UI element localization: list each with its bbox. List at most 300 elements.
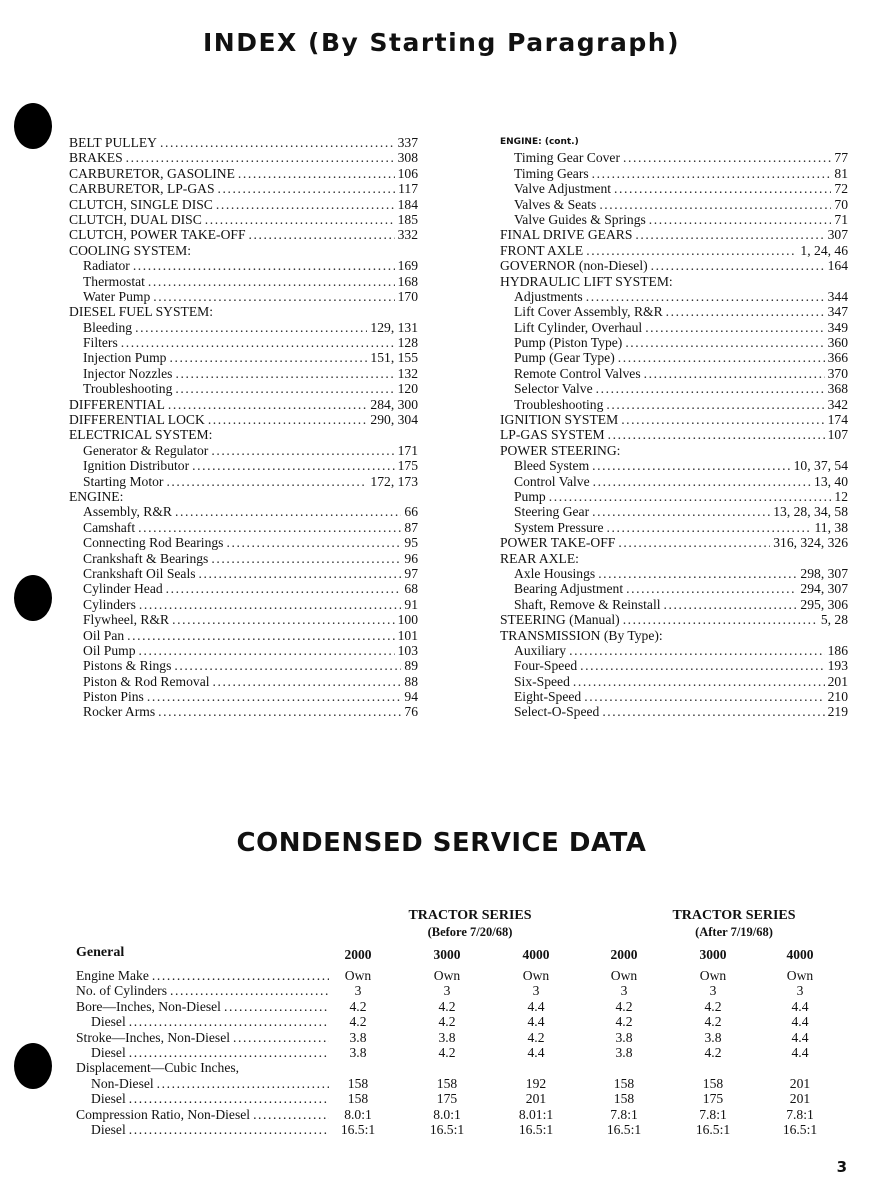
index-entry-label: Camshaft (83, 519, 136, 535)
index-entry-page: 5, 28 (820, 612, 848, 628)
index-entry-page: 184 (397, 196, 418, 212)
index-entry-label: Thermostat (83, 273, 145, 289)
service-data-value: Own (433, 968, 461, 983)
index-entry-page: 219 (827, 704, 848, 720)
index-entry-label: BELT PULLEY (69, 135, 157, 150)
service-data-label-cell (76, 1060, 332, 1075)
index-entry-label: ELECTRICAL SYSTEM: (69, 427, 213, 443)
index-entry (69, 320, 418, 335)
series-before-title: TRACTOR SERIES (408, 908, 532, 923)
index-entry (69, 258, 418, 273)
index-entry (500, 381, 848, 396)
index-entry-label: Troubleshooting (83, 381, 173, 397)
index-entry-label: Axle Housings (514, 565, 596, 581)
index-entry (500, 212, 848, 227)
page-number: 3 (836, 1158, 847, 1176)
dot-leader (607, 520, 812, 535)
service-data-value: 158 (347, 1091, 369, 1107)
index-entry-label: Eight-Speed (514, 689, 582, 705)
index-entry-page: 174 (827, 412, 848, 428)
service-data-label-cell (76, 1107, 332, 1122)
index-entry (69, 551, 418, 566)
index-entry (500, 289, 848, 304)
dot-leader (584, 689, 824, 704)
index-entry (500, 227, 848, 242)
dot-leader (205, 212, 395, 227)
index-entry-page: 88 (404, 673, 418, 689)
service-data-value: 4.2 (615, 998, 633, 1014)
index-entry-label: Select-O-Speed (514, 704, 600, 720)
dot-leader (592, 166, 832, 181)
service-data-label: Non-Diesel (91, 1075, 154, 1091)
service-data-value: 3.8 (704, 1029, 722, 1045)
service-data-label: Diesel (91, 1014, 126, 1030)
index-entry-label: Injector Nozzles (83, 365, 173, 381)
index-entry (500, 504, 848, 519)
model-header: 4000 (522, 947, 550, 962)
index-entry-label: Adjustments (514, 288, 583, 304)
index-entry-label: Crankshaft Oil Seals (83, 565, 196, 581)
series-before-subtitle: (Before 7/20/68) (427, 925, 513, 939)
index-entry-label: Piston & Rod Removal (83, 673, 210, 689)
dot-leader (623, 150, 831, 165)
dot-leader (226, 535, 401, 550)
index-entry (69, 412, 418, 427)
index-entry (500, 489, 848, 504)
dot-leader (618, 350, 825, 365)
dot-leader (238, 166, 395, 181)
service-data-value: 16.5:1 (518, 1121, 554, 1137)
index-entry-page: 193 (827, 658, 848, 674)
dot-leader (175, 366, 394, 381)
index-entry (69, 443, 418, 458)
dot-leader (664, 597, 798, 612)
index-entry (500, 350, 848, 365)
service-data-value: 3.8 (349, 1029, 367, 1045)
service-data-value: 4.4 (791, 1014, 809, 1030)
index-entry-page: 94 (404, 689, 418, 705)
index-entry-page: 95 (404, 535, 418, 551)
index-entry (500, 243, 848, 258)
dot-leader (138, 520, 401, 535)
index-entry-page: 117 (398, 181, 418, 197)
service-data-value: 4.2 (438, 1014, 456, 1030)
index-entry (69, 227, 418, 242)
dot-leader (218, 181, 396, 196)
index-entry (500, 458, 848, 473)
index-entry (500, 443, 848, 458)
dot-leader (192, 458, 395, 473)
service-data-value: 192 (525, 1075, 547, 1091)
index-right-column (500, 135, 848, 720)
service-data-label-cell (76, 1045, 332, 1060)
index-entry-page: 128 (397, 335, 418, 351)
index-entry-label: Oil Pan (83, 627, 125, 643)
dot-leader (121, 335, 395, 350)
index-entry-label: Oil Pump (83, 642, 136, 658)
index-entry-page: 11, 38 (814, 519, 848, 535)
model-header: 3000 (433, 947, 461, 962)
index-entry-label: IGNITION SYSTEM (500, 412, 619, 428)
service-data-value: 8.0:1 (344, 1106, 372, 1122)
index-entry (69, 381, 418, 396)
dot-leader (626, 581, 797, 596)
service-data-value: 4.4 (527, 1044, 545, 1060)
index-entry-page: 185 (397, 211, 418, 227)
dot-leader (211, 443, 394, 458)
index-entry (69, 458, 418, 473)
dot-leader (606, 397, 824, 412)
index-entry-page: 284, 300 (370, 396, 418, 412)
dot-leader (592, 458, 790, 473)
dot-leader (139, 597, 402, 612)
index-entry-label: Six-Speed (514, 673, 570, 689)
dot-leader (129, 1014, 329, 1029)
index-entry (500, 551, 848, 566)
index-entry (69, 335, 418, 350)
service-data-value: 4.2 (438, 1044, 456, 1060)
index-entry-page: 201 (827, 673, 848, 689)
index-entry (500, 197, 848, 212)
dot-leader (153, 289, 394, 304)
index-entry (500, 304, 848, 319)
index-entry (500, 689, 848, 704)
service-data-value: 201 (525, 1091, 547, 1107)
service-data-label-cell (76, 1030, 332, 1045)
index-entry (69, 504, 418, 519)
index-entry (69, 566, 418, 581)
index-entry-page: 68 (404, 581, 418, 597)
dot-leader (129, 1122, 329, 1137)
service-data-value: 16.5:1 (695, 1121, 731, 1137)
service-data-value: 3.8 (438, 1029, 456, 1045)
index-entry (500, 181, 848, 196)
index-entry (69, 197, 418, 212)
index-entry (69, 628, 418, 643)
service-data-value: 4.2 (349, 998, 367, 1014)
dot-leader (586, 289, 825, 304)
dot-leader (158, 704, 401, 719)
service-data-value: 158 (436, 1075, 458, 1091)
index-entry-label: Starting Motor (83, 473, 164, 489)
index-entry-label: DIFFERENTIAL (69, 396, 165, 412)
service-data-label: Compression Ratio, Non-Diesel (76, 1106, 251, 1122)
index-entry-label: Pump (514, 488, 546, 504)
dot-leader (596, 381, 825, 396)
service-data-label: Diesel (91, 1121, 126, 1137)
index-entry-page: 349 (827, 319, 848, 335)
index-entry-page: 164 (827, 258, 848, 274)
service-data-value: 3 (532, 983, 540, 999)
index-entry-page: 1, 24, 46 (800, 242, 848, 258)
index-entry (69, 520, 418, 535)
dot-leader (166, 474, 367, 489)
service-data-value: 7.8:1 (786, 1106, 814, 1122)
index-entry (500, 412, 848, 427)
dot-leader (169, 350, 367, 365)
service-data-label-cell (76, 1076, 332, 1091)
dot-leader (168, 397, 368, 412)
index-entry-page: 210 (827, 689, 848, 705)
index-entry-label: COOLING SYSTEM: (69, 242, 191, 258)
service-data-label-cell (76, 1122, 332, 1137)
service-data-value: 175 (436, 1091, 458, 1107)
index-entry (500, 520, 848, 535)
index-entry-page: 172, 173 (370, 473, 418, 489)
index-entry-page: 169 (397, 258, 418, 274)
service-data-value: 4.4 (791, 1029, 809, 1045)
index-entry-label: Valves & Seats (514, 196, 597, 212)
index-entry-page: 13, 40 (814, 473, 848, 489)
index-entry-page: 89 (404, 658, 418, 674)
service-data-value: 175 (702, 1091, 724, 1107)
dot-leader (635, 227, 824, 242)
index-entry-page: 66 (404, 504, 418, 520)
dot-leader (126, 150, 395, 165)
index-entry (500, 150, 848, 165)
index-entry-label: Steering Gear (514, 504, 590, 520)
index-entry (500, 320, 848, 335)
index-entry-page: 129, 131 (370, 319, 418, 335)
series-after-subtitle: (After 7/19/68) (695, 925, 773, 939)
service-data-value: 4.4 (791, 998, 809, 1014)
index-entry (69, 489, 418, 504)
index-entry (500, 535, 848, 550)
service-data-value: 7.8:1 (610, 1106, 638, 1122)
index-entry-label: Bearing Adjustment (514, 581, 624, 597)
dot-leader (621, 412, 824, 427)
index-entry (500, 366, 848, 381)
index-entry-page: 342 (827, 396, 848, 412)
index-entry (69, 612, 418, 627)
index-entry-page: 132 (397, 365, 418, 381)
index-entry-label: CLUTCH, DUAL DISC (69, 211, 202, 227)
service-data-value: 4.2 (349, 1014, 367, 1030)
index-entry-label: Shaft, Remove & Reinstall (514, 596, 661, 612)
service-data-value: 201 (789, 1075, 811, 1091)
index-entry (69, 350, 418, 365)
index-entry (69, 643, 418, 658)
dot-leader (160, 135, 395, 150)
index-entry-label: Water Pump (83, 288, 151, 304)
dot-leader (170, 983, 329, 998)
index-entry (500, 704, 848, 719)
index-entry-page: 368 (827, 381, 848, 397)
service-data-label-cell (76, 1014, 332, 1029)
index-entry-page: 168 (397, 273, 418, 289)
index-entry-label: REAR AXLE: (500, 550, 579, 566)
dot-leader (645, 320, 824, 335)
index-entry-label: Filters (83, 335, 118, 351)
model-header: 2000 (344, 947, 372, 962)
dot-leader (216, 197, 395, 212)
model-header: 2000 (610, 947, 638, 962)
index-entry-label: LP-GAS SYSTEM (500, 427, 605, 443)
dot-leader (608, 427, 825, 442)
service-data-label: Diesel (91, 1044, 126, 1060)
binder-hole-bottom (14, 1043, 52, 1089)
general-heading: General (76, 945, 125, 960)
index-entry-page: 71 (834, 211, 848, 227)
index-entry (500, 597, 848, 612)
index-entry-label: Radiator (83, 258, 130, 274)
dot-leader (199, 566, 402, 581)
service-data-value: 16.5:1 (340, 1121, 376, 1137)
index-entry-label: Bleed System (514, 458, 590, 474)
dot-leader (147, 689, 402, 704)
index-entry-label: Pump (Piston Type) (514, 335, 623, 351)
index-entry-label: Piston Pins (83, 689, 144, 705)
index-entry (500, 674, 848, 689)
index-entry-page: 91 (404, 596, 418, 612)
index-entry-label: Valve Adjustment (514, 181, 612, 197)
index-entry (500, 474, 848, 489)
index-entry-label: Timing Gear Cover (514, 150, 620, 166)
service-data-label-cell (76, 999, 332, 1014)
service-data-value: 158 (613, 1091, 635, 1107)
service-data-value: 3 (620, 983, 628, 999)
index-entry-page: 307 (827, 227, 848, 243)
index-entry-page: 337 (397, 135, 418, 150)
index-entry-page: 294, 307 (800, 581, 848, 597)
dot-leader (152, 968, 329, 983)
index-entry (500, 581, 848, 596)
dot-leader (175, 381, 394, 396)
service-data-value: 3 (796, 983, 804, 999)
service-data-label-cell (76, 1091, 332, 1106)
service-data-value: 3.8 (349, 1044, 367, 1060)
index-entry (69, 166, 418, 181)
dot-leader (129, 1091, 329, 1106)
index-entry-label: CARBURETOR, LP-GAS (69, 181, 215, 197)
binder-hole-middle (14, 575, 52, 621)
dot-leader (175, 504, 401, 519)
dot-leader (618, 535, 770, 550)
index-entry-label: CLUTCH, SINGLE DISC (69, 196, 213, 212)
index-entry (69, 289, 418, 304)
index-entry (500, 643, 848, 658)
index-entry (69, 397, 418, 412)
service-data-value: 3 (709, 983, 717, 999)
index-entry-page: 77 (834, 150, 848, 166)
dot-leader (211, 551, 401, 566)
service-data-value: 3 (354, 983, 362, 999)
index-entry-page: 101 (397, 627, 418, 643)
index-entry-label: Selector Valve (514, 381, 593, 397)
service-data-value: 16.5:1 (606, 1121, 642, 1137)
series-after-header (654, 908, 814, 940)
index-entry (69, 181, 418, 196)
index-entry-label: CARBURETOR, GASOLINE (69, 165, 235, 181)
index-entry-label: Lift Cover Assembly, R&R (514, 304, 663, 320)
index-entry-label: HYDRAULIC LIFT SYSTEM: (500, 273, 673, 289)
dot-leader (569, 643, 825, 658)
index-entry-label: Valve Guides & Springs (514, 211, 646, 227)
dot-leader (666, 304, 825, 319)
service-data-value: 8.0:1 (433, 1106, 461, 1122)
dot-leader (148, 274, 395, 289)
dot-leader (598, 566, 797, 581)
index-entry (69, 427, 418, 442)
index-entry-page: 332 (397, 227, 418, 243)
dot-leader (580, 658, 824, 673)
index-entry-page: 13, 28, 34, 58 (773, 504, 848, 520)
index-entry (500, 258, 848, 273)
index-entry-label: FINAL DRIVE GEARS (500, 227, 633, 243)
index-entry-label: BRAKES (69, 150, 123, 166)
service-data-value: 3 (443, 983, 451, 999)
service-data-value: 158 (347, 1075, 369, 1091)
service-data-value: Own (344, 968, 372, 983)
service-data-value: Own (699, 968, 727, 983)
index-entry-label: Timing Gears (514, 165, 589, 181)
service-data-label: Engine Make (76, 968, 149, 983)
dot-leader (586, 243, 797, 258)
index-entry-label: Control Valve (514, 473, 590, 489)
index-entry-page: 298, 307 (800, 565, 848, 581)
index-entry-page: 347 (827, 304, 848, 320)
index-entry (69, 704, 418, 719)
index-entry-page: 344 (827, 288, 848, 304)
index-entry-label: CLUTCH, POWER TAKE-OFF (69, 227, 246, 243)
service-data-label-cell (76, 968, 332, 983)
index-entry-label: Cylinders (83, 596, 136, 612)
index-entry-label: Connecting Rod Bearings (83, 535, 224, 551)
index-entry-label: GOVERNOR (non-Diesel) (500, 258, 648, 274)
service-data-value: 3.8 (615, 1029, 633, 1045)
index-entry-page: 72 (834, 181, 848, 197)
service-data-value: Own (786, 968, 814, 983)
service-data-value: 4.2 (704, 998, 722, 1014)
dot-leader (135, 320, 367, 335)
index-entry-label: Injection Pump (83, 350, 167, 366)
index-entry-page: 10, 37, 54 (793, 458, 848, 474)
series-after-title: TRACTOR SERIES (672, 908, 796, 923)
index-entry (69, 474, 418, 489)
index-entry (69, 597, 418, 612)
index-entry (500, 427, 848, 442)
index-entry (500, 612, 848, 627)
index-entry-page: 151, 155 (370, 350, 418, 366)
dot-leader (233, 1030, 329, 1045)
dot-leader (166, 581, 402, 596)
service-data-title: CONDENSED SERVICE DATA (236, 828, 647, 858)
index-entry-page: 96 (404, 550, 418, 566)
service-data-value: 4.2 (527, 1029, 545, 1045)
index-entry (500, 397, 848, 412)
index-entry-label: Pistons & Rings (83, 658, 172, 674)
dot-leader (573, 674, 825, 689)
dot-leader (208, 412, 368, 427)
index-entry (69, 243, 418, 258)
index-entry-label: STEERING (Manual) (500, 612, 620, 628)
index-entry (500, 274, 848, 289)
index-entry-label: Generator & Regulator (83, 442, 209, 458)
dot-leader (174, 658, 401, 673)
index-entry-label: Assembly, R&R (83, 504, 172, 520)
index-entry (500, 628, 848, 643)
service-data-value: Own (522, 968, 550, 983)
dot-leader (599, 197, 831, 212)
index-entry (500, 566, 848, 581)
index-entry (69, 150, 418, 165)
service-data-label-cell (76, 983, 332, 998)
service-data-label: No. of Cylinders (76, 983, 167, 999)
index-entry (69, 581, 418, 596)
service-data-label: Stroke—Inches, Non-Diesel (76, 1029, 231, 1045)
dot-leader (592, 504, 770, 519)
dot-leader (139, 643, 395, 658)
